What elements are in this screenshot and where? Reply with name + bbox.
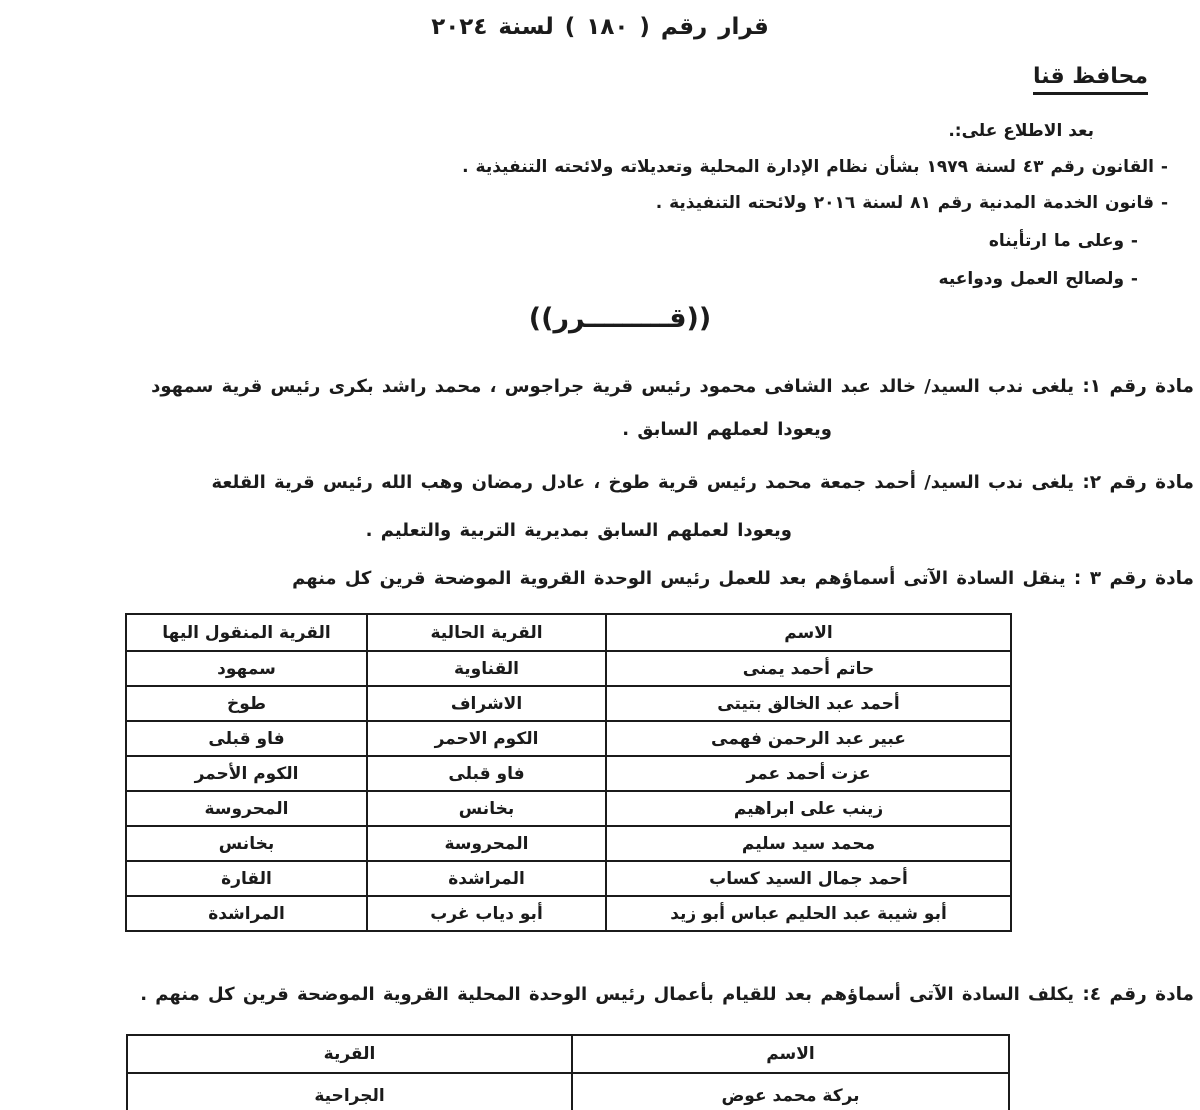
table-cell: محمد سيد سليم [606, 826, 1011, 861]
decision-word: ((قـــــــــرر)) [528, 303, 712, 334]
table-cell: الكوم الأحمر [126, 756, 367, 791]
table-header-row [126, 614, 1011, 651]
article-2-text: يلغى ندب السيد/ أحمد جمعة محمد رئيس قرية طوخ ، عادل رمضان وهب الله رئيس قرية القلعة [211, 472, 1075, 493]
table-cell: المراشدة [126, 896, 367, 931]
table-row [126, 791, 1011, 826]
table-row [126, 896, 1011, 931]
article-4-line-1 [0, 982, 1200, 1008]
authority-heading-row [0, 64, 1200, 95]
article-3-text: ينقل السادة الآتى أسماؤهم بعد للعمل رئيس الوحدة القروية الموضحة قرين كل منهم [292, 568, 1066, 589]
table-cell: عزت أحمد عمر [606, 756, 1011, 791]
article-2-label: مادة رقم ٢: [1082, 472, 1194, 493]
table-cell: طوخ [126, 686, 367, 721]
decree-title: قرار رقم ( ١٨٠ ) لسنة ٢٠٢٤ [431, 14, 769, 40]
column-header-name: الاسم [572, 1035, 1009, 1073]
table-cell: المحروسة [367, 826, 606, 861]
table-cell: فاو قبلى [126, 721, 367, 756]
column-header-current-village: القرية الحالية [367, 614, 606, 651]
column-header-destination-village: القرية المنقول اليها [126, 614, 367, 651]
article-2-line-1 [0, 470, 1200, 496]
assignment-table [126, 1034, 1010, 1110]
article-4-text: يكلف السادة الآتى أسماؤهم بعد للقيام بأعمال رئيس الوحدة المحلية القروية الموضحة قرين كل منهم . [140, 984, 1075, 1005]
table-row [126, 686, 1011, 721]
preamble-item-law-81: - قانون الخدمة المدنية رقم ٨١ لسنة ٢٠١٦ ولائحته التنفيذية . [655, 193, 1168, 213]
article-4-label: مادة رقم ٤: [1082, 984, 1194, 1005]
column-header-name: الاسم [606, 614, 1011, 651]
article-1-line-2: ويعودا لعملهم السابق . [622, 419, 832, 440]
table-cell: عبير عبد الرحمن فهمى [606, 721, 1011, 756]
preamble-item-opinion: - وعلى ما ارتأيناه [988, 231, 1138, 251]
table-cell: حاتم أحمد يمنى [606, 651, 1011, 686]
article-1-label: مادة رقم ١: [1082, 376, 1194, 397]
table-cell: سمهود [126, 651, 367, 686]
table-cell: بخانس [126, 826, 367, 861]
table-cell: زينب على ابراهيم [606, 791, 1011, 826]
table-cell: المراشدة [367, 861, 606, 896]
table-cell: بركة محمد عوض [572, 1073, 1009, 1110]
table-cell: بخانس [367, 791, 606, 826]
table-row [126, 651, 1011, 686]
transfer-table [125, 613, 1012, 932]
column-header-village: القرية [127, 1035, 572, 1073]
table-header-row [127, 1035, 1009, 1073]
preamble-intro: بعد الاطلاع على:. [948, 121, 1094, 141]
table-cell: أحمد عبد الخالق بتيتى [606, 686, 1011, 721]
article-3-label: مادة رقم ٣ : [1073, 568, 1194, 589]
table-row-clipped [127, 1073, 1009, 1110]
table-cell: القارة [126, 861, 367, 896]
table-cell: أبو شيبة عبد الحليم عباس أبو زيد [606, 896, 1011, 931]
preamble-item-work-interest: - ولصالح العمل ودواعيه [938, 269, 1138, 289]
table-row [126, 861, 1011, 896]
table-cell: أبو دياب غرب [367, 896, 606, 931]
table-row [126, 756, 1011, 791]
table-cell: أحمد جمال السيد كساب [606, 861, 1011, 896]
table-cell: الجراحية [127, 1073, 572, 1110]
preamble-item-law-43: - القانون رقم ٤٣ لسنة ١٩٧٩ بشأن نظام الإدارة المحلية وتعديلاته ولائحته التنفيذية . [462, 157, 1168, 177]
table-cell: الكوم الاحمر [367, 721, 606, 756]
table-cell: المحروسة [126, 791, 367, 826]
issuing-authority: محافظ قنا [1033, 64, 1148, 95]
article-3-line-1 [0, 566, 1200, 592]
table-cell: القناوية [367, 651, 606, 686]
table-cell: فاو قبلى [367, 756, 606, 791]
table-cell: الاشراف [367, 686, 606, 721]
table-row [126, 721, 1011, 756]
table-row [126, 826, 1011, 861]
article-2-line-2: ويعودا لعملهم السابق بمديرية التربية والتعليم . [365, 520, 792, 541]
article-1-line-1 [0, 374, 1200, 400]
article-1-text: يلغى ندب السيد/ خالد عبد الشافى محمود رئيس قرية جراجوس ، محمد راشد بكرى رئيس قرية سمهود [151, 376, 1075, 397]
